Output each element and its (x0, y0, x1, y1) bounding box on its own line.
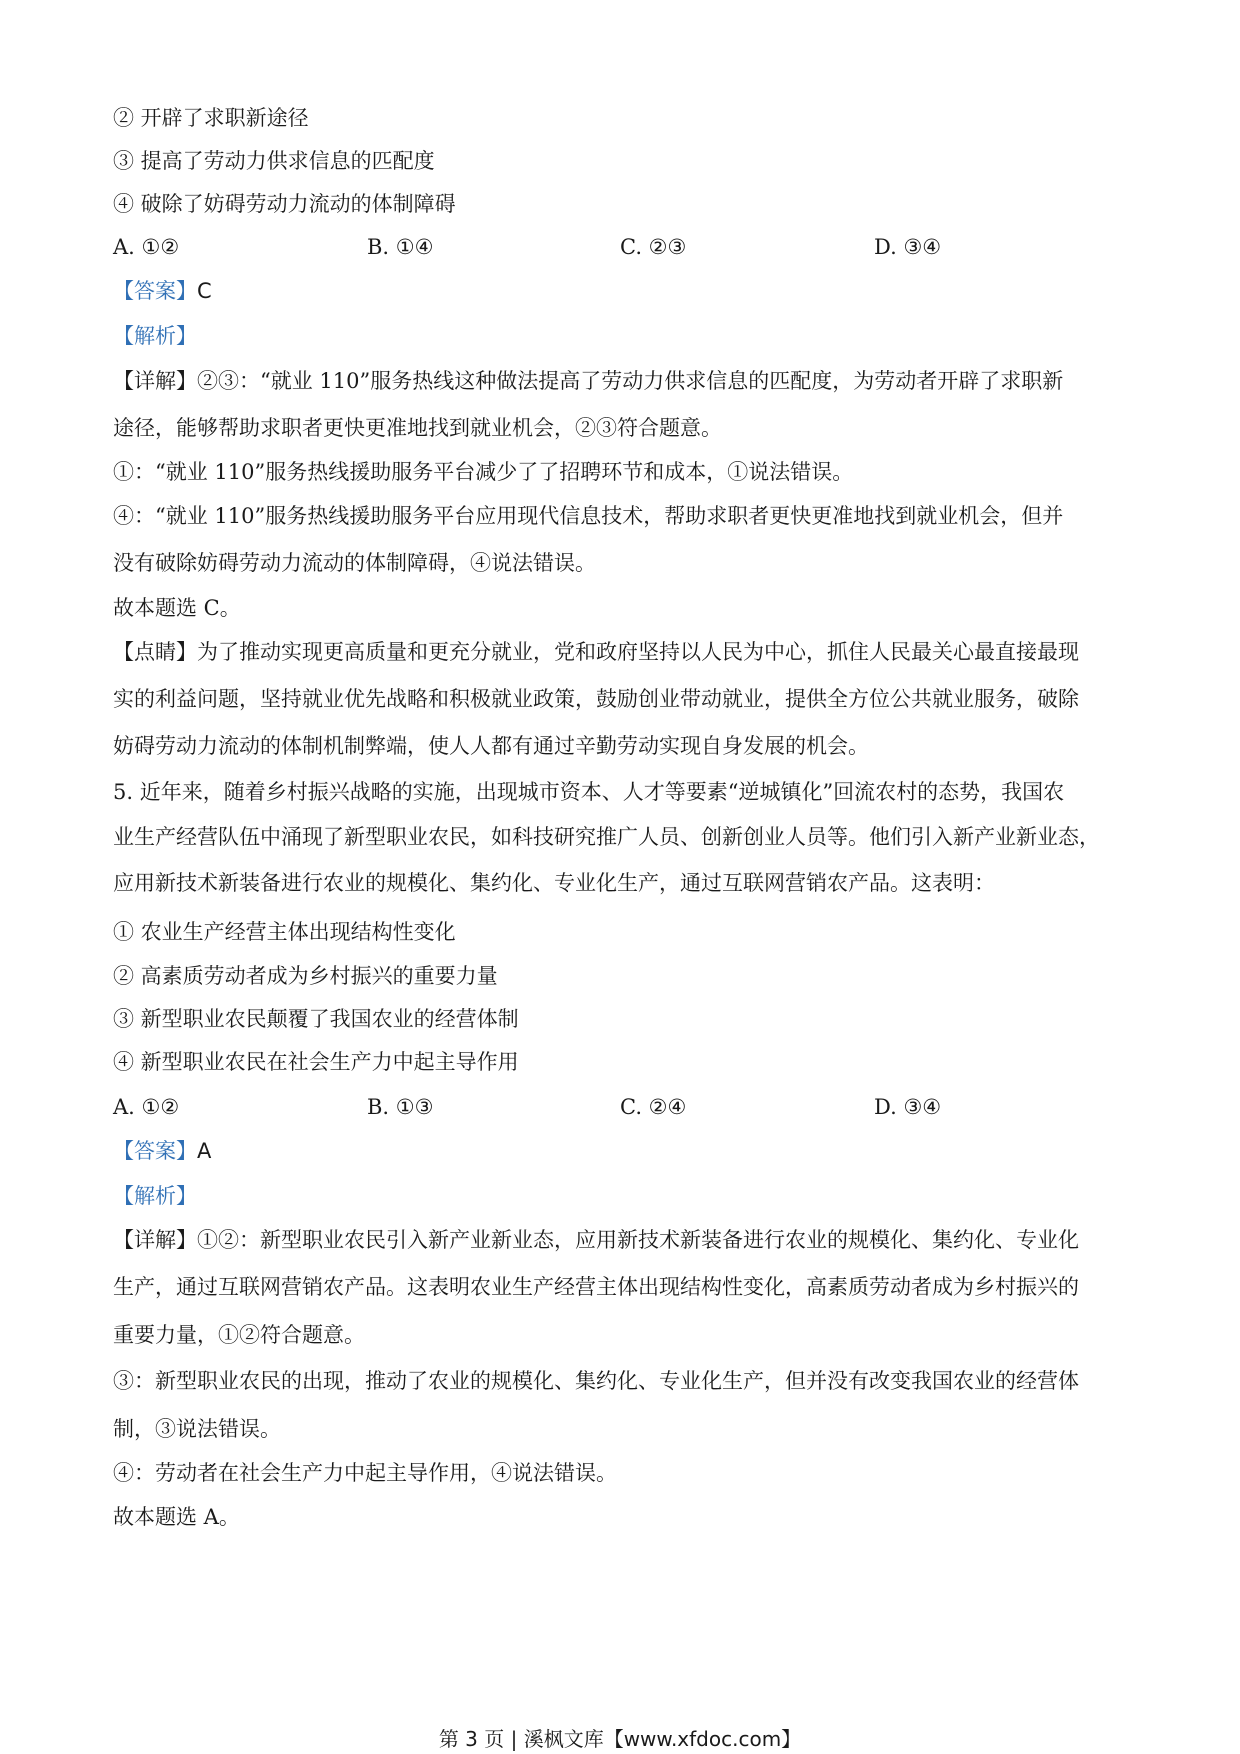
q5-detail-line: 重要力量，①②符合题意。 (113, 1323, 365, 1347)
q5-item-2: ② 高素质劳动者成为乡村振兴的重要力量 (113, 964, 498, 988)
q4-answer-tag: 【答案】 (113, 279, 197, 303)
q5-conclusion: 故本题选 A。 (113, 1505, 240, 1529)
q4-note-line: 实的利益问题，坚持就业优先战略和积极就业政策，鼓励创业带动就业，提供全方位公共就业服务，破除 (113, 687, 1079, 711)
q5-detail-line: 生产，通过互联网营销农产品。这表明农业生产经营主体出现结构性变化，高素质劳动者成为乡村振兴的 (113, 1275, 1079, 1299)
q5-item-1: ① 农业生产经营主体出现结构性变化 (113, 920, 456, 944)
q4-conclusion: 故本题选 C。 (113, 596, 241, 620)
q5-answer-value: A (197, 1139, 212, 1163)
q4-detail-line: ①：“就业 110”服务热线援助服务平台减少了了招聘环节和成本，①说法错误。 (113, 460, 854, 484)
q5-detail-line: ④：劳动者在社会生产力中起主导作用，④说法错误。 (113, 1461, 617, 1485)
q4-detail-line: 没有破除妨碍劳动力流动的体制障碍，④说法错误。 (113, 551, 596, 575)
q5-detail-line: 制，③说法错误。 (113, 1417, 281, 1441)
q4-detail-line: ④：“就业 110”服务热线援助服务平台应用现代信息技术，帮助求职者更快更准地找到就业机会，但并 (113, 504, 1064, 528)
q5-option-a: A. ①② (113, 1095, 180, 1119)
q5-stem-line: 业生产经营队伍中涌现了新型职业农民，如科技研究推广人员、创新创业人员等。他们引入新产业新业态， (113, 825, 1100, 849)
q4-detail-line: 途径，能够帮助求职者更快更准地找到就业机会，②③符合题意。 (113, 416, 722, 440)
q5-item-4: ④ 新型职业农民在社会生产力中起主导作用 (113, 1050, 519, 1074)
q4-option-a: A. ①② (113, 235, 180, 259)
q5-option-d: D. ③④ (874, 1095, 942, 1119)
q4-note-line: 妨碍劳动力流动的体制机制弊端，使人人都有通过辛勤劳动实现自身发展的机会。 (113, 734, 869, 758)
q4-item-4: ④ 破除了妨碍劳动力流动的体制障碍 (113, 192, 456, 216)
q5-analysis-tag: 【解析】 (113, 1184, 197, 1208)
q5-answer (113, 1136, 1127, 1166)
q4-option-b: B. ①④ (367, 235, 434, 259)
q5-stem-line: 应用新技术新装备进行农业的规模化、集约化、专业化生产，通过互联网营销农产品。这表明： (113, 871, 995, 895)
q5-stem-line: 5. 近年来，随着乡村振兴战略的实施，出现城市资本、人才等要素“逆城镇化”回流农村的态势，我国农 (113, 780, 1065, 804)
q4-answer-value: C (197, 279, 212, 303)
q4-answer (113, 276, 1127, 306)
q4-detail-line: 【详解】②③：“就业 110”服务热线这种做法提高了劳动力供求信息的匹配度，为劳动者开辟了求职新 (113, 369, 1064, 393)
q4-item-3: ③ 提高了劳动力供求信息的匹配度 (113, 149, 435, 173)
q4-analysis-tag: 【解析】 (113, 324, 197, 348)
q4-option-d: D. ③④ (874, 235, 942, 259)
q4-note-line: 【点睛】为了推动实现更高质量和更充分就业，党和政府坚持以人民为中心，抓住人民最关心最直接最现 (113, 640, 1079, 664)
q5-answer-tag: 【答案】 (113, 1139, 197, 1163)
page-footer: 第 3 页 | 溪枫文库【www.xfdoc.com】 (438, 1727, 802, 1751)
q5-detail-line: 【详解】①②：新型职业农民引入新产业新业态，应用新技术新装备进行农业的规模化、集约化、专业化 (113, 1228, 1079, 1252)
q5-option-c: C. ②④ (620, 1095, 687, 1119)
q5-option-b: B. ①③ (367, 1095, 434, 1119)
q4-option-c: C. ②③ (620, 235, 687, 259)
q5-detail-line: ③：新型职业农民的出现，推动了农业的规模化、集约化、专业化生产，但并没有改变我国农业的经营体 (113, 1369, 1079, 1393)
q5-item-3: ③ 新型职业农民颠覆了我国农业的经营体制 (113, 1007, 519, 1031)
q4-item-2: ② 开辟了求职新途径 (113, 106, 309, 130)
